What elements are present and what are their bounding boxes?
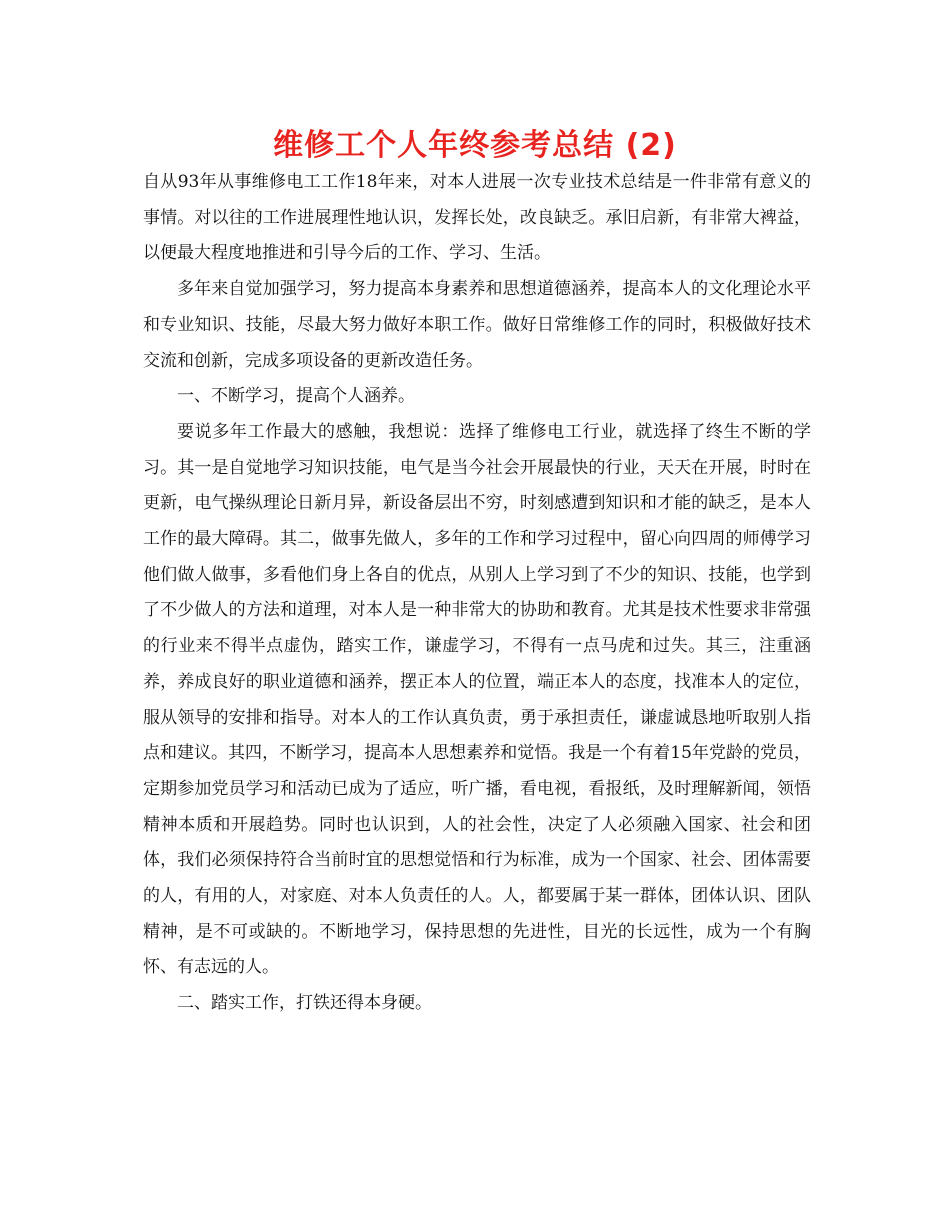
paragraph-continuous-learning: 要说多年工作最大的感触，我想说：选择了维修电工行业，就选择了终生不断的学习。其一是自觉地学习知识技能，电气是当今社会开展最快的行业，天天在开展，时时在更新，电气操纵理论日新月异，新设备层出不穷，时刻感遭到知识和才能的缺乏，是本人工作的最大障碍。其二，做事先做人，多年的工作和学习过程中，留心向四周的师傅学习他们做人做事，多看他们身上各自的优点，从别人上学习到了不少的知识、技能，也学到了不少做人的方法和道理，对本人是一种非常大的协助和教育。尤其是技术性要求非常强的行业来不得半点虚伪，踏实工作，谦虚学习，不得有一点马虎和过失。其三，注重涵养，养成良好的职业道德和涵养，摆正本人的位置，端正本人的态度，找准本人的定位，服从领导的安排和指导。对本人的工作认真负责，勇于承担责任，谦虚诚恳地听取别人指点和建议。其四，不断学习，提高本人思想素养和觉悟。我是一个有着15年党龄的党员，定期参加党员学习和活动已成为了适应，听广播，看电视，看报纸，及时理解新闻，领悟精神本质和开展趋势。同时也认识到，人的社会性，决定了人必须融入国家、社会和团体，我们必须保持符合当前时宜的思想觉悟和行为标准，成为一个国家、社会、团体需要的人，有用的人，对家庭、对本人负责任的人。人，都要属于某一群体，团体认识、团队精神，是不可或缺的。不断地学习，保持思想的先进性，目光的长远性，成为一个有胸怀、有志远的人。 [143, 421, 811, 978]
paragraph-study-overview: 多年来自觉加强学习，努力提高本身素养和思想道德涵养，提高本人的文化理论水平和专业知识、技能，尽最大努力做好本职工作。做好日常维修工作的同时，积极做好技术交流和创新，完成多项设备的更新改造任务。 [143, 279, 811, 371]
document-body [143, 165, 811, 1022]
section-heading-1: 一、不断学习，提高个人涵养。 [177, 386, 415, 407]
paragraph-intro: 自从93年从事维修电工工作18年来，对本人进展一次专业技术总结是一件非常有意义的事情。对以往的工作进展理性地认识，发挥长处，改良缺乏。承旧启新，有非常大裨益，以便最大程度地推进和引导今后的工作、学习、生活。 [143, 172, 811, 264]
document-title: 维修工个人年终参考总结 (2) [273, 128, 677, 163]
section-heading-2: 二、踏实工作，打铁还得本身硬。 [177, 993, 432, 1014]
